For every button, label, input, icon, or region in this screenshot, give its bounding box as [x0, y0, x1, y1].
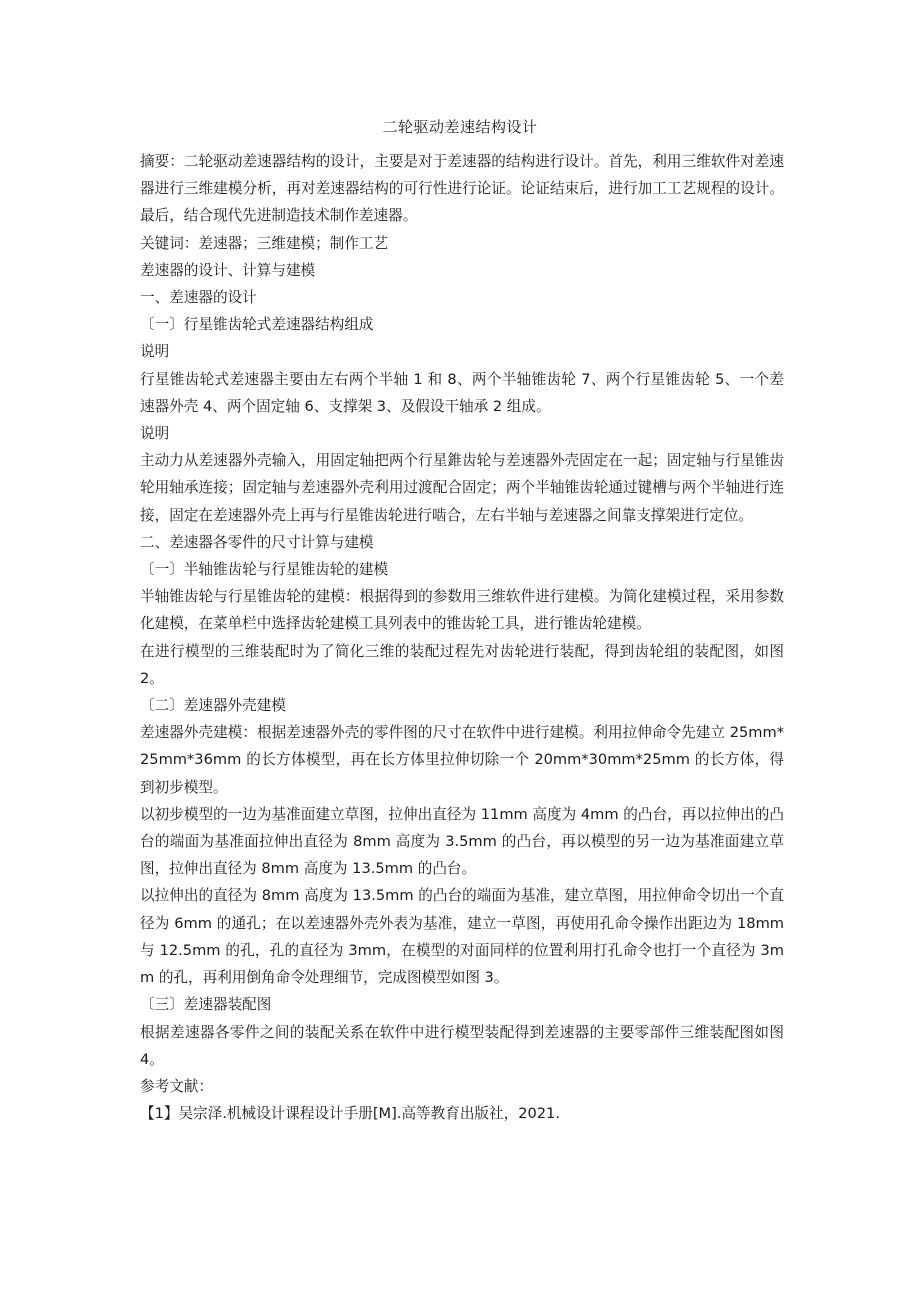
document-title: 二轮驱动差速结构设计	[382, 118, 538, 136]
subsection-heading-1-1: 〔一〕行星锥齿轮式差速器结构组成	[140, 316, 374, 334]
structure-paragraph: 行星锥齿轮式差速器主要由左右两个半轴 1 和 8、两个半轴锥齿轮 7、两个行星锥齿轮 5、一个差速器外壳 4、两个固定轴 6、支撑架 3、及假设干轴承 2 组成。	[140, 370, 784, 415]
housing-modeling-paragraph: 差速器外壳建模：根据差速器外壳的零件图的尺寸在软件中进行建模。利用拉伸命令先建立 25mm*25mm*36mm 的长方体模型，再在长方体里拉伸切除一个 20mm*30mm*25mm 的长方体，得到初步模型。	[140, 724, 784, 796]
section-heading-1: 一、差速器的设计	[140, 289, 257, 307]
assembly-paragraph: 根据差速器各零件之间的装配关系在软件中进行模型装配得到差速器的主要零部件三维装配图如图 4。	[140, 1023, 784, 1068]
references-heading: 参考文献：	[140, 1077, 213, 1095]
abstract-paragraph: 摘要：二轮驱动差速器结构的设计，主要是对于差速器的结构进行设计。首先，利用三维软件对差速器进行三维建模分析，再对差速器结构的可行性进行论证。论证结束后，进行加工工艺规程的设计。最后，结合现代先进制造技术制作差速器。	[140, 153, 784, 225]
keywords-line: 关键词：差速器；三维建模；制作工艺	[140, 234, 389, 252]
reference-item-1: 【1】吴宗泽.机械设计课程设计手册[M].高等教育出版社，2021.	[140, 1105, 560, 1123]
subsection-heading-2-1: 〔一〕半轴锥齿轮与行星锥齿轮的建模	[140, 561, 389, 579]
figure-note-1: 说明	[140, 343, 170, 361]
figure-note-2: 说明	[140, 425, 170, 443]
boss-extrude-paragraph: 以初步模型的一边为基准面建立草图，拉伸出直径为 11mm 高度为 4mm 的凸台，再以拉伸出的凸台的端面为基准面拉伸出直径为 8mm 高度为 3.5mm 的凸台，再以模型的另一边为基准面建立草图，拉伸出直径为 8mm 高度为 13.5mm 的凸台。	[140, 805, 784, 878]
gear-modeling-paragraph: 半轴锥齿轮与行星锥齿轮的建模：根据得到的参数用三维软件进行建模。为简化建模过程，采用参数化建模，在菜单栏中选择齿轮建模工具列表中的锥齿轮工具，进行锥齿轮建模。	[140, 588, 784, 633]
gear-assembly-paragraph: 在进行模型的三维装配时为了简化三维的装配过程先对齿轮进行装配，得到齿轮组的装配图，如图 2。	[140, 642, 784, 687]
chapter-heading: 差速器的设计、计算与建模	[140, 261, 316, 279]
power-flow-paragraph: 主动力从差速器外壳输入，用固定轴把两个行星錐齿轮与差速器外壳固定在一起；固定轴与行星锥齿轮用轴承连接；固定轴与差速器外壳利用过渡配合固定；两个半轴锥齿轮通过键槽与两个半轴进行连接，固定在差速器外壳上再与行星锥齿轮进行啮合，左右半轴与差速器之间靠支撑架进行定位。	[140, 452, 784, 524]
subsection-heading-2-2: 〔二〕差速器外壳建模	[140, 697, 286, 715]
subsection-heading-2-3: 〔三〕差速器装配图	[140, 996, 272, 1014]
document-body	[140, 148, 784, 1127]
section-heading-2: 二、差速器各零件的尺寸计算与建模	[140, 533, 374, 551]
hole-cut-paragraph: 以拉伸出的直径为 8mm 高度为 13.5mm 的凸台的端面为基准，建立草图，用拉伸命令切出一个直径为 6mm 的通孔；在以差速器外壳外表为基准，建立一草图，再使用孔命令操作出距边为 18mm 与 12.5mm 的孔，孔的直径为 3mm，在模型的对面同样的位置利用打孔命令也打一个直径为 3mm 的孔，再利用倒角命令处理细节，完成图模型如图 3。	[140, 887, 784, 987]
